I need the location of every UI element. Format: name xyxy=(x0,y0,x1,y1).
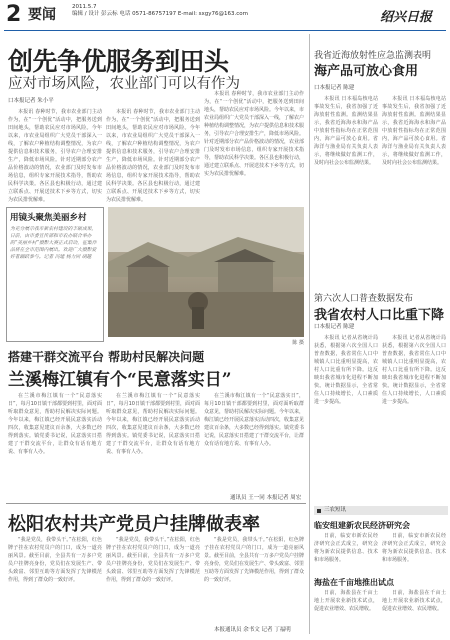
story3-byline: 本报通讯员 余书文 记者 丁福明 xyxy=(214,627,291,633)
right-kicker-1: 我省近海放射性应急监测表明 xyxy=(314,51,432,61)
story3-headline: 松阳农村共产党员户挂牌做表率 xyxy=(8,514,260,535)
right-byline-1: 口本报记者 陈建 xyxy=(314,85,355,91)
brief2-body-col1: 日前，海盐县在千亩土地上开展农业新技术试点，促进农业增效、农民增收。 xyxy=(314,590,378,612)
boxed-story-title: 用镜头聚焦美丽乡村 xyxy=(10,213,87,223)
right-body-1-col1: 本报讯 日本福岛核电站事故发生后，我省加强了近海放射性监测。监测结果显示，我省近海海水和海产品中放射性指标均在正常范围内，海产品可放心食用。省海洋与渔业局有关负责人表示，将继续做好监测工作，及时向社会公布监测结果。 xyxy=(314,96,378,166)
section-label: 要闻 xyxy=(28,7,56,23)
story3-body-col2: “我是党员，我带头干。”在松阳，红色牌子挂在农村党员户的门口，成为一道亮丽风景。截至目前，全县共有一万多户党员户挂牌亮身份，党员们在发展生产、带头致富、邻里互助等方面发挥了先锋模范作用，得到了群众的一致好评。 xyxy=(106,537,200,583)
page-number: 2 xyxy=(6,2,22,27)
boxed-story-body: 为充分展示我市新农村建设的丰硕成果，日前，由市委宣传部和市农办联合举办的“美丽乡村”摄影大赛正式启动，征集作品将在全市范围内展出。欢迎广大摄影爱好者踊跃参与。记者 冯建 杨力同 胡越 xyxy=(10,227,97,260)
photo-illustration xyxy=(108,207,304,337)
right-body-2-col2: 本报讯 记者从省统计局获悉，根据第六次全国人口普查数据，我省常住人口中城镇人口比重明显提高，农村人口比重有所下降。这反映出我省城市化进程不断加快。统计数据显示，全省常住人口持续增长，人口素质进一步提高。 xyxy=(382,335,446,405)
header-rule xyxy=(4,30,446,31)
brief1-body-col1: 日前，临安市新农民经济研究会正式成立，研究会将为新农民提供信息、技术和市场服务。 xyxy=(314,533,378,563)
meta-date: 2011.5.7 xyxy=(72,4,97,10)
story2-body-col2: 在兰溪市梅江镇有一个“民意落实日”，每月10日镇干部都要到村里，面对面听取群众意见，帮助村民解决实际问题。今年以来，梅江镇已经开展民意落实活动四次，收集意见建议百余条，大多数已经得到落实。镇党委书记说，民意落实日搭建了干群交流平台，让群众有话有地方说、有事有人办。 xyxy=(106,393,200,455)
lead-byline: 口本报记者 朱小平 xyxy=(8,98,54,104)
boxed-story xyxy=(6,207,104,342)
right-body-2-col1: 本报讯 记者从省统计局获悉，根据第六次全国人口普查数据，我省常住人口中城镇人口比重明显提高，农村人口比重有所下降。这反映出我省城市化进程不断加快。统计数据显示，全省常住人口持续增长，人口素质进一步提高。 xyxy=(314,335,378,405)
story2-headline: 兰溪梅江镇有个“民意落实日” xyxy=(8,370,232,390)
brief2-body-col2: 日前，海盐县在千亩土地上开展农业新技术试点，促进农业增效、农民增收。 xyxy=(382,590,446,612)
story2-pretitle: 搭建干群交流平台 帮助村民解决问题 xyxy=(8,350,205,364)
story3-body-col1: “我是党员，我带头干。”在松阳，红色牌子挂在农村党员户的门口，成为一道亮丽风景。截至目前，全县共有一万多户党员户挂牌亮身份，党员们在发展生产、带头致富、邻里互助等方面发挥了先锋模范作用，得到了群众的一致好评。 xyxy=(8,537,102,583)
right-byline-2: 口本报记者 陈建 xyxy=(314,324,355,330)
brief1-title: 临安组建新农民经济研究会 xyxy=(314,520,410,530)
story2-byline: 通讯员 王一同 本报记者 周宏 xyxy=(230,495,302,501)
lead-body-col2: 本报讯 春种时节，我市农业部门主动作为，在“一个创优”活动中，把服务送到田间地头，帮助农民应对市场风险。今年以来，市农业局组织广大党员干部深入一线，了解农户种植结构调整情况，为农户提供信息和技术服务，引导农户合理安排生产，降低市场风险。针对近期部分农产品价格波动的情况，农业部门及时发布市场信息，组织专家开展技术指导，帮助农民科学决策。各区县也积极行动，通过建立联系点、开展送技术下乡等方式，切实为农民排忧解难。 xyxy=(106,109,200,203)
lead-subheadline: 应对市场风险，农业部门可以有作为 xyxy=(8,76,240,92)
brief1-body-col2: 日前，临安市新农民经济研究会正式成立，研究会将为新农民提供信息、技术和市场服务。 xyxy=(382,533,446,563)
newspaper-logo: 绍兴日报 xyxy=(380,10,433,25)
right-kicker-2: 第六次人口普查数据发布 xyxy=(314,294,414,304)
column-divider xyxy=(309,34,310,634)
lead-body-col1: 本报讯 春种时节，我市农业部门主动作为，在“一个创优”活动中，把服务送到田间地头，帮助农民应对市场风险。今年以来，市农业局组织广大党员干部深入一线，了解农户种植结构调整情况，为农户提供信息和技术服务，引导农户合理安排生产，降低市场风险。针对近期部分农产品价格波动的情况，农业部门及时发布市场信息，组织专家开展技术指导，帮助农民科学决策。各区县也积极行动，通过建立联系点、开展送技术下乡等方式，切实为农民排忧解难。 xyxy=(8,109,102,203)
right-headline-2: 我省农村人口比重下降 xyxy=(314,308,445,323)
rural-scene-photo xyxy=(108,207,304,337)
story3-body-col3: “我是党员，我带头干。”在松阳，红色牌子挂在农村党员户的门口，成为一道亮丽风景。截至目前，全县共有一万多户党员户挂牌亮身份，党员们在发展生产、带头致富、邻里互助等方面发挥了先锋模范作用，得到了群众的一致好评。 xyxy=(204,537,304,583)
lead-headline: 创先争优服务到田头 xyxy=(8,47,229,76)
story2-body-col1: 在兰溪市梅江镇有一个“民意落实日”，每月10日镇干部都要到村里，面对面听取群众意见，帮助村民解决实际问题。今年以来，梅江镇已经开展民意落实活动四次，收集意见建议百余条，大多数已经得到落实。镇党委书记说，民意落实日搭建了干群交流平台，让群众有话有地方说、有事有人办。 xyxy=(8,393,102,455)
divider xyxy=(6,503,306,504)
masthead-meta xyxy=(72,4,282,18)
right-body-1-col2: 本报讯 日本福岛核电站事故发生后，我省加强了近海放射性监测。监测结果显示，我省近海海水和海产品中放射性指标均在正常范围内，海产品可放心食用。省海洋与渔业局有关负责人表示，将继续做好监测工作，及时向社会公布监测结果。 xyxy=(382,96,446,166)
meta-contact: 编辑 / 设计 彭云标 电话 0571-86757197 E-mail: sxgy76@163.com xyxy=(72,11,249,17)
section-bar: 三农短讯 xyxy=(314,506,448,515)
story2-body-col3: 在兰溪市梅江镇有一个“民意落实日”，每月10日镇干部都要到村里，面对面听取群众意见，帮助村民解决实际问题。今年以来，梅江镇已经开展民意落实活动四次，收集意见建议百余条，大多数已经得到落实。镇党委书记说，民意落实日搭建了干群交流平台，让群众有话有地方说、有事有人办。 xyxy=(204,393,304,447)
photo-caption: 陈 摄 xyxy=(292,340,304,346)
right-headline-1: 海产品可放心食用 xyxy=(314,64,419,79)
brief2-title: 海盐在千亩地推出试点 xyxy=(314,577,394,587)
lead-body-col3: 本报讯 春种时节，我市农业部门主动作为，在“一个创优”活动中，把服务送到田间地头，帮助农民应对市场风险。今年以来，市农业局组织广大党员干部深入一线，了解农户种植结构调整情况，为农户提供信息和技术服务，引导农户合理安排生产，降低市场风险。针对近期部分农产品价格波动的情况，农业部门及时发布市场信息，组织专家开展技术指导，帮助农民科学决策。各区县也积极行动，通过建立联系点、开展送技术下乡等方式，切实为农民排忧解难。 xyxy=(204,91,304,177)
